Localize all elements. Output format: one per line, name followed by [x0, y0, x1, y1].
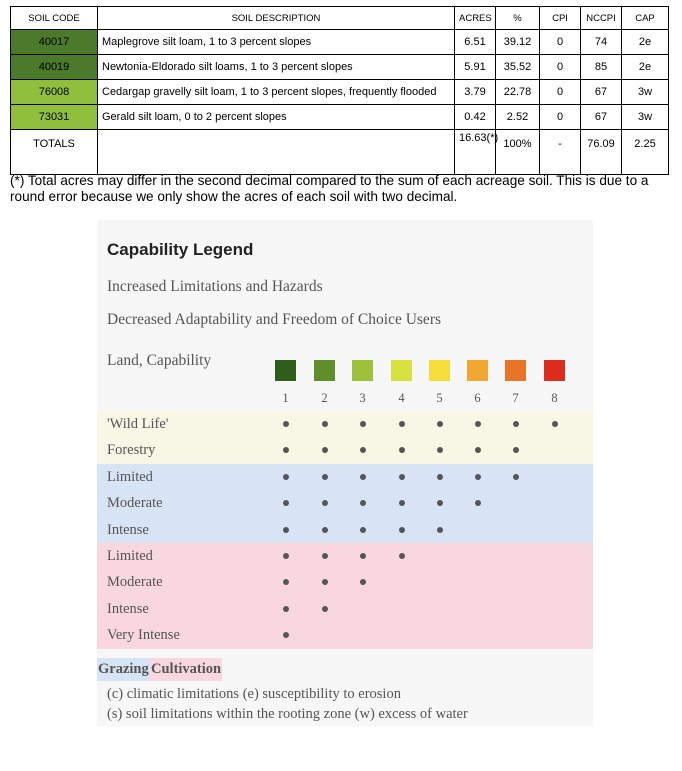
capability-dot — [513, 474, 519, 480]
capability-dot — [399, 553, 405, 559]
legend-land-capability: Land, Capability — [107, 352, 212, 369]
capability-dot — [437, 421, 443, 427]
header-cpi: CPI — [540, 7, 581, 30]
legend-row-label: Moderate — [107, 574, 163, 591]
cell-nccpi: 74 — [581, 30, 622, 55]
capability-dot — [283, 553, 289, 559]
legend-row-graze — [97, 464, 593, 490]
totals-percent: 100% — [496, 130, 540, 175]
soil-table — [10, 6, 669, 175]
totals-cap: 2.25 — [622, 130, 669, 175]
capability-dot — [360, 447, 366, 453]
legend-row-label: Intense — [107, 600, 149, 617]
capability-dot — [399, 527, 405, 533]
cell-description: Gerald silt loam, 0 to 2 percent slopes — [98, 105, 455, 130]
cell-cpi: 0 — [540, 105, 581, 130]
cell-cap: 2e — [622, 30, 669, 55]
acreage-footnote: (*) Total acres may differ in the second decimal compared to the sum of each acreage soil. This is due to a round error because we only show the acres of each soil with two decimal. — [10, 173, 649, 204]
legend-row-wild — [97, 437, 593, 463]
cell-nccpi: 85 — [581, 55, 622, 80]
legend-row-label: Limited — [107, 468, 153, 485]
capability-class-number: 5 — [436, 391, 443, 405]
capability-dot — [283, 527, 289, 533]
legend-row-label: Limited — [107, 548, 153, 564]
capability-dot — [322, 553, 328, 559]
capability-dot — [283, 579, 289, 585]
legend-row-label: 'Wild Life' — [107, 416, 169, 432]
capability-dot — [399, 500, 405, 506]
header-acres: ACRES — [455, 7, 496, 30]
capability-dot — [322, 447, 328, 453]
header-cap: CAP — [622, 7, 669, 30]
cell-description: Cedargap gravelly silt loam, 1 to 3 percent slopes, frequently flooded — [98, 80, 455, 105]
cell-cpi: 0 — [540, 30, 581, 55]
legend-row-label: Very Intense — [107, 627, 180, 644]
cell-percent: 2.52 — [496, 105, 540, 130]
capability-dot — [322, 500, 328, 506]
cell-percent: 39.12 — [496, 30, 540, 55]
cell-acres: 0.42 — [455, 105, 496, 130]
capability-class-number: 6 — [474, 391, 481, 405]
capability-dot — [475, 447, 481, 453]
capability-dot — [437, 474, 443, 480]
totals-cpi: - — [540, 130, 581, 175]
legend-row-label: Intense — [107, 521, 149, 538]
capability-class-number: 1 — [282, 391, 289, 405]
cell-cpi: 0 — [540, 80, 581, 105]
capability-dot — [437, 527, 443, 533]
cell-cpi: 0 — [540, 55, 581, 80]
capability-class-number: 3 — [359, 391, 366, 405]
totals-description — [98, 130, 455, 175]
capability-class-5-swatch — [429, 360, 450, 381]
capability-class-2-swatch — [314, 360, 335, 381]
capability-dot — [513, 447, 519, 453]
capability-class-7-swatch — [505, 360, 526, 381]
capability-dot — [513, 421, 519, 427]
capability-dot — [360, 500, 366, 506]
capability-dot — [283, 447, 289, 453]
legend-footnote-s-w: (s) soil limitations within the rooting zone (w) excess of water — [107, 706, 468, 722]
legend-footnote-c-e: (c) climatic limitations (e) susceptibility to erosion — [107, 686, 401, 702]
capability-dot — [322, 606, 328, 612]
cell-cap: 3w — [622, 80, 669, 105]
capability-dot — [322, 527, 328, 533]
capability-dot — [283, 421, 289, 427]
capability-dot — [322, 421, 328, 427]
legend-row-label: Forestry — [107, 442, 156, 459]
totals-nccpi: 76.09 — [581, 130, 622, 175]
legend-row-wild — [97, 411, 593, 437]
table-row — [11, 80, 669, 105]
capability-dot — [475, 500, 481, 506]
capability-dot — [360, 579, 366, 585]
cell-acres: 6.51 — [455, 30, 496, 55]
legend-decreased-adaptability: Decreased Adaptability and Freedom of Choice Users — [107, 311, 442, 328]
cell-code: 40019 — [11, 55, 98, 80]
capability-dot — [283, 500, 289, 506]
cell-code: 76008 — [11, 80, 98, 105]
cell-percent: 22.78 — [496, 80, 540, 105]
totals-acres: 16.63(*) — [455, 130, 496, 175]
capability-class-number: 2 — [321, 391, 328, 405]
table-row — [11, 30, 669, 55]
capability-dot — [399, 474, 405, 480]
header-soil-code: SOIL CODE — [11, 7, 98, 30]
legend-increased-limitations: Increased Limitations and Hazards — [107, 278, 323, 295]
cell-description: Maplegrove silt loam, 1 to 3 percent slopes — [98, 30, 455, 55]
capability-class-6-swatch — [467, 360, 488, 381]
capability-class-8-swatch — [544, 360, 565, 381]
capability-class-4-swatch — [391, 360, 412, 381]
header-soil-description: SOIL DESCRIPTION — [98, 7, 455, 30]
legend-title: Capability Legend — [107, 240, 254, 259]
capability-dot — [399, 447, 405, 453]
cell-acres: 5.91 — [455, 55, 496, 80]
legend-row-cult — [97, 569, 593, 595]
capability-dot — [283, 474, 289, 480]
capability-dot — [475, 474, 481, 480]
capability-dot — [322, 579, 328, 585]
cultivation-key: Cultivation — [150, 658, 222, 681]
table-header-row — [11, 7, 669, 30]
cell-percent: 35.52 — [496, 55, 540, 80]
header-nccpi: NCCPI — [581, 7, 622, 30]
capability-class-number: 8 — [551, 391, 558, 405]
legend-row-label: Moderate — [107, 495, 163, 512]
capability-dot — [475, 421, 481, 427]
capability-class-number: 7 — [512, 391, 519, 405]
capability-class-number: 4 — [398, 391, 405, 405]
cell-nccpi: 67 — [581, 105, 622, 130]
header-percent: % — [496, 7, 540, 30]
cell-cap: 2e — [622, 55, 669, 80]
capability-dot — [360, 421, 366, 427]
capability-class-3-swatch — [352, 360, 373, 381]
cell-acres: 3.79 — [455, 80, 496, 105]
legend-row-cult — [97, 543, 593, 569]
capability-dot — [360, 527, 366, 533]
cell-code: 40017 — [11, 30, 98, 55]
legend-row-cult — [97, 622, 593, 648]
table-row — [11, 55, 669, 80]
cell-description: Newtonia-Eldorado silt loams, 1 to 3 percent slopes — [98, 55, 455, 80]
capability-dot — [437, 447, 443, 453]
cell-code: 73031 — [11, 105, 98, 130]
capability-dot — [283, 632, 289, 638]
legend-row-cult — [97, 596, 593, 622]
totals-row — [11, 130, 669, 175]
capability-legend — [97, 220, 593, 726]
capability-dot — [399, 421, 405, 427]
legend-row-graze — [97, 490, 593, 516]
capability-dot — [552, 421, 558, 427]
cell-cap: 3w — [622, 105, 669, 130]
cell-nccpi: 67 — [581, 80, 622, 105]
legend-row-graze — [97, 517, 593, 543]
capability-dot — [322, 474, 328, 480]
capability-dot — [360, 474, 366, 480]
grazing-key: Grazing — [97, 658, 150, 681]
capability-dot — [437, 500, 443, 506]
capability-dot — [360, 553, 366, 559]
totals-label: TOTALS — [11, 130, 98, 175]
capability-class-1-swatch — [275, 360, 296, 381]
table-row — [11, 105, 669, 130]
capability-dot — [283, 606, 289, 612]
